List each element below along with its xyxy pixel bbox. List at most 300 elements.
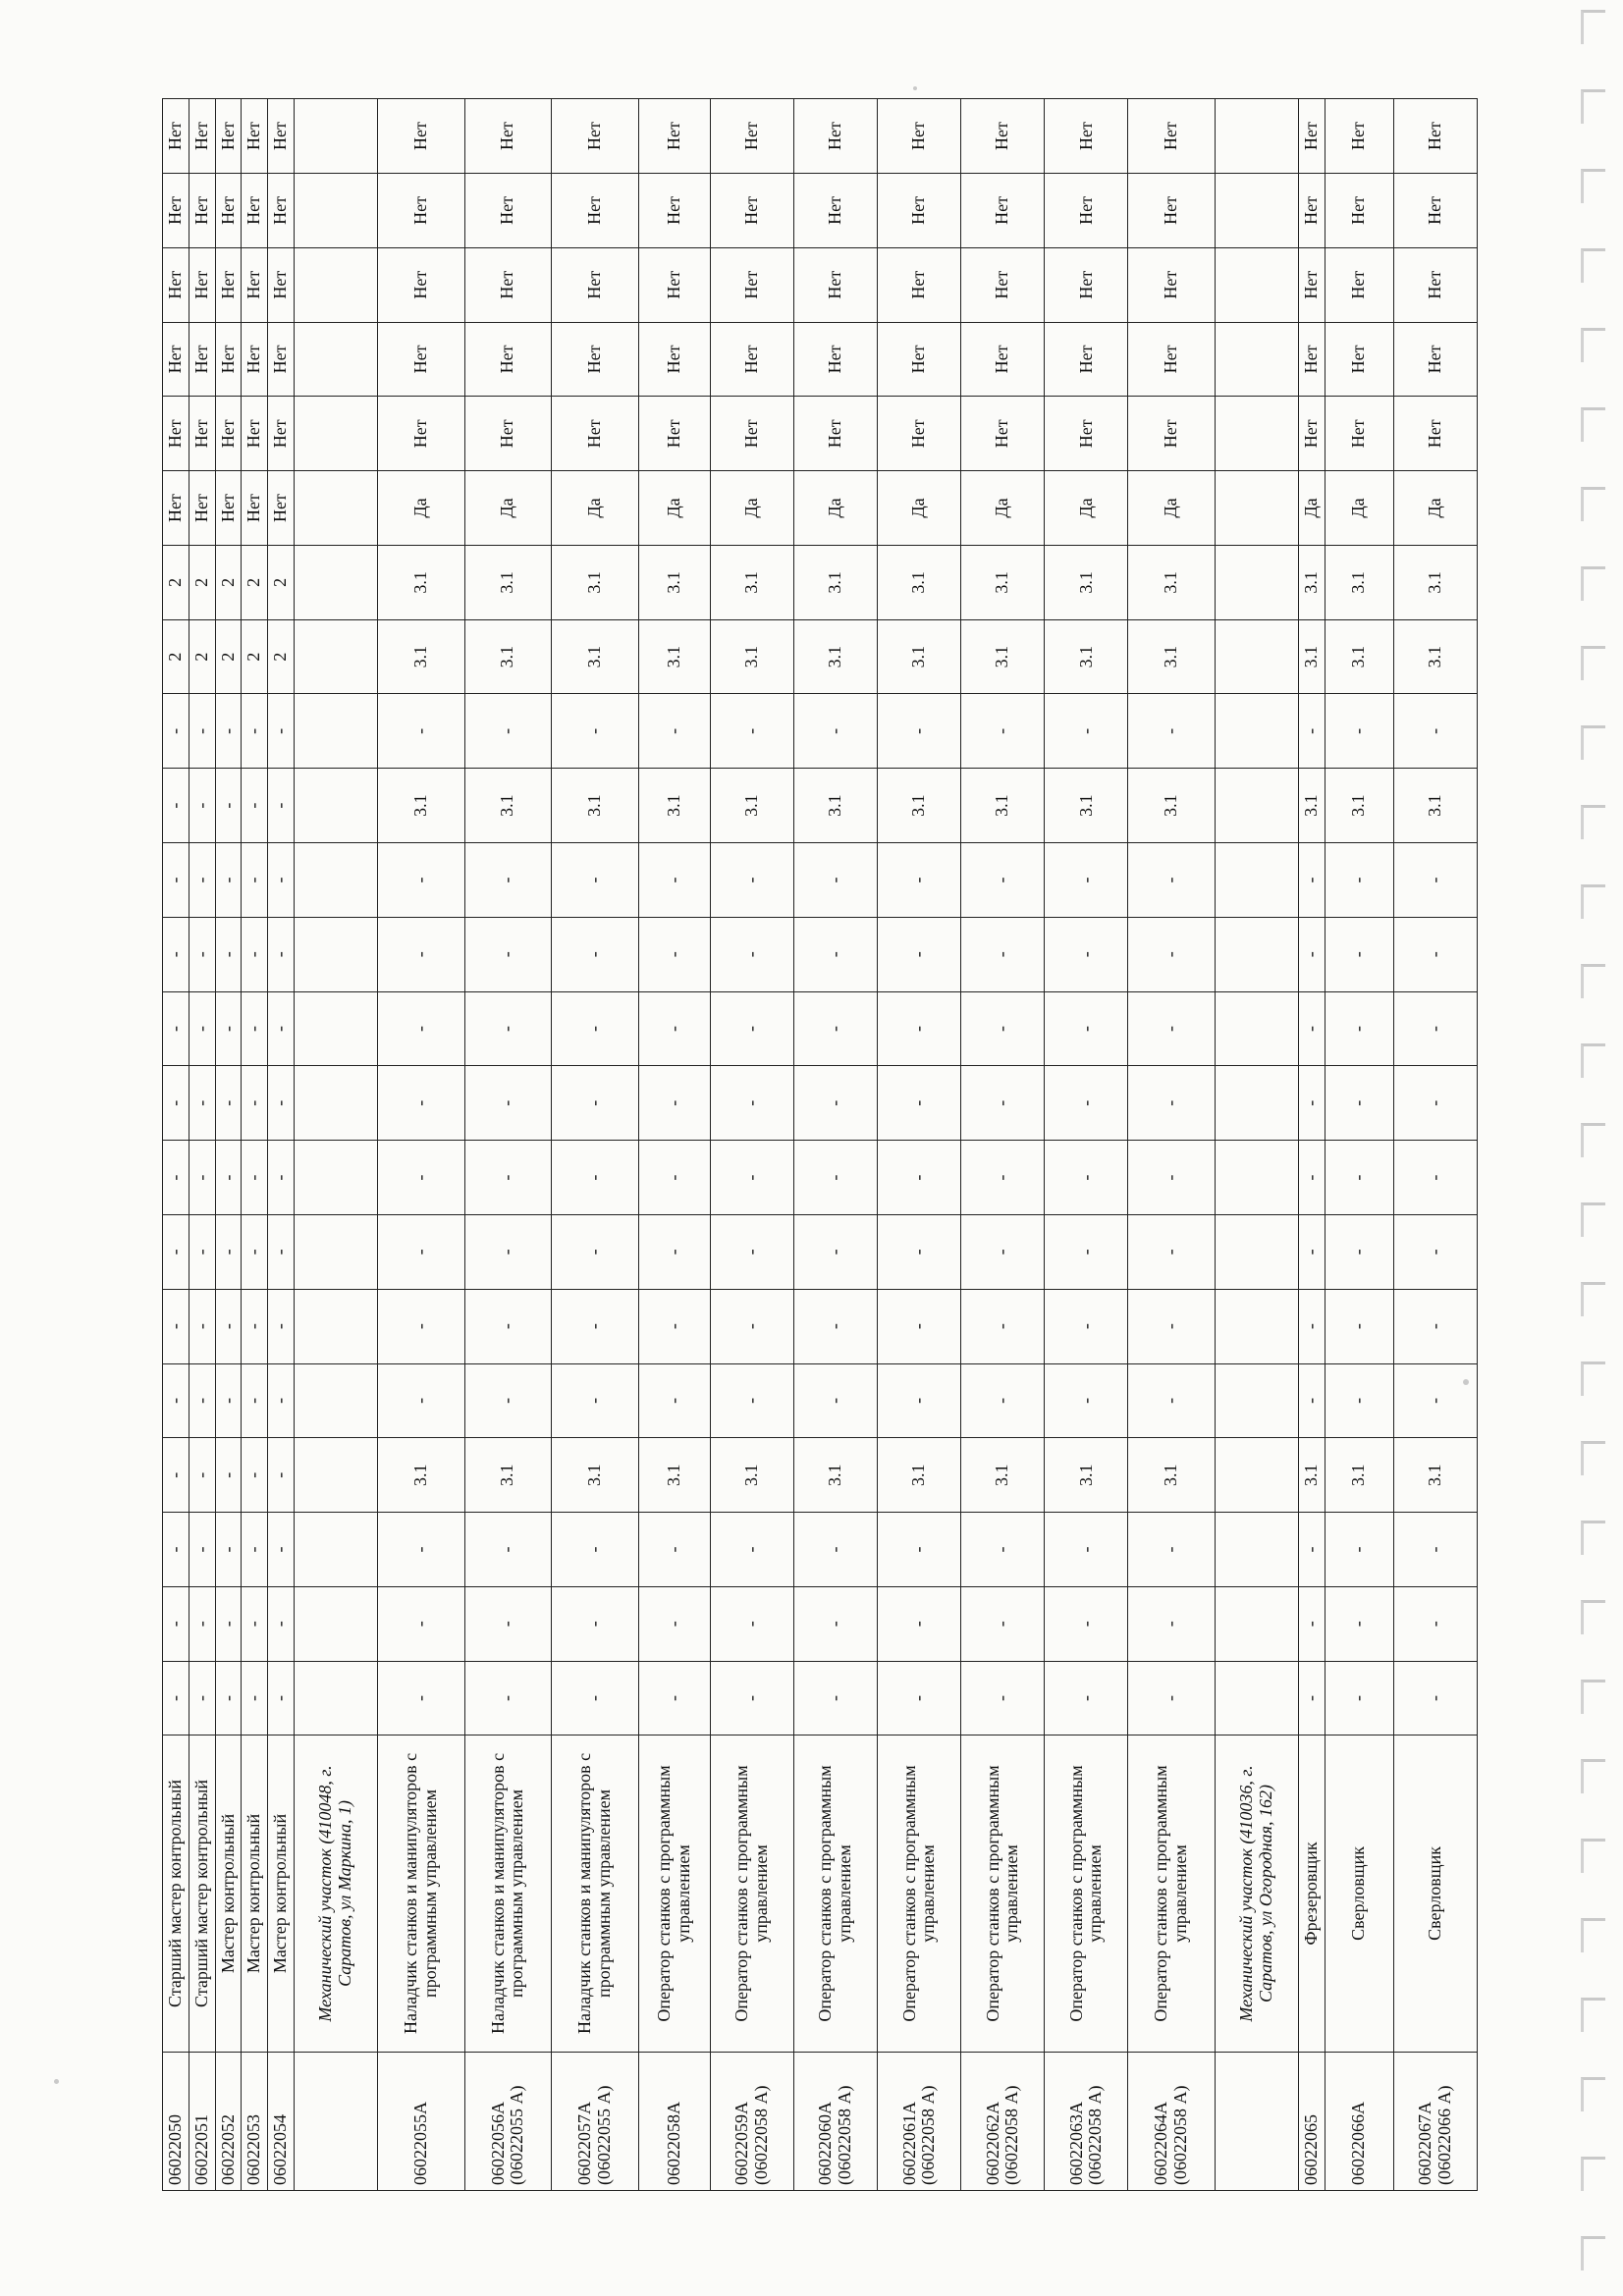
- cell-value: -: [1045, 1586, 1128, 1661]
- cell-value: Нет: [189, 99, 215, 174]
- cell-value: -: [189, 917, 215, 991]
- cell-value: -: [1325, 991, 1393, 1066]
- cell-value: -: [1325, 917, 1393, 991]
- cell-value: Нет: [242, 471, 268, 546]
- cell-position-name: Старший мастер контрольный: [163, 1735, 189, 2052]
- cell-value: 2: [242, 545, 268, 619]
- cell-value: -: [961, 1513, 1045, 1587]
- cell-value: -: [638, 1513, 710, 1587]
- cell-value: 3.1: [878, 619, 961, 694]
- cell-value: [294, 1513, 377, 1587]
- cell-value: -: [878, 1289, 961, 1363]
- cell-position-name: Оператор станков с программным управлением: [878, 1735, 961, 2052]
- cell-value: -: [638, 1141, 710, 1215]
- binder-ring: [1581, 646, 1605, 680]
- cell-code: 06022054: [268, 2052, 295, 2190]
- cell-value: Да: [794, 471, 878, 546]
- cell-value: -: [1045, 1661, 1128, 1735]
- cell-value: Нет: [242, 397, 268, 471]
- cell-position-name: Наладчик станков и манипуляторов с программным управлением: [378, 1735, 465, 2052]
- cell-value: 3.1: [1128, 619, 1216, 694]
- cell-value: -: [1393, 1513, 1477, 1587]
- binder-edge: [1554, 0, 1623, 2296]
- cell-value: -: [638, 1363, 710, 1438]
- cell-value: Нет: [794, 322, 878, 397]
- cell-value: 3.1: [1299, 545, 1325, 619]
- cell-value: Нет: [268, 247, 295, 322]
- cell-value: -: [189, 1066, 215, 1141]
- binder-ring: [1581, 407, 1605, 442]
- cell-value: -: [552, 1363, 639, 1438]
- cell-value: [1216, 1586, 1299, 1661]
- cell-position-name: Наладчик станков и манипуляторов с программным управлением: [464, 1735, 552, 2052]
- cell-value: 3.1: [711, 1438, 794, 1513]
- cell-value: 2: [163, 619, 189, 694]
- cell-value: -: [638, 1586, 710, 1661]
- cell-value: 3.1: [552, 545, 639, 619]
- cell-value: Нет: [242, 247, 268, 322]
- cell-value: -: [794, 1586, 878, 1661]
- cell-position-name: Оператор станков с программным управлением: [1045, 1735, 1128, 2052]
- cell-value: -: [1128, 991, 1216, 1066]
- cell-value: Нет: [189, 471, 215, 546]
- cell-value: 3.1: [794, 1438, 878, 1513]
- cell-value: -: [711, 1661, 794, 1735]
- cell-value: -: [215, 1661, 242, 1735]
- cell-value: -: [1299, 694, 1325, 769]
- cell-value: [294, 247, 377, 322]
- cell-value: Да: [464, 471, 552, 546]
- cell-value: -: [794, 991, 878, 1066]
- cell-value: [294, 694, 377, 769]
- cell-value: -: [378, 1214, 465, 1289]
- rotated-table-frame: [162, 98, 1478, 2191]
- cell-position-name: Наладчик станков и манипуляторов с программным управлением: [552, 1735, 639, 2052]
- cell-value: 3.1: [638, 769, 710, 843]
- cell-value: Нет: [215, 99, 242, 174]
- cell-code: 06022057А (06022055 А): [552, 2052, 639, 2190]
- cell-value: -: [1128, 917, 1216, 991]
- cell-value: -: [794, 1214, 878, 1289]
- cell-value: Нет: [215, 397, 242, 471]
- table-row: [1128, 99, 1216, 2191]
- cell-value: Нет: [794, 99, 878, 174]
- cell-value: -: [378, 1066, 465, 1141]
- cell-section-title: Механический участок (410048, г. Саратов, ул Маркина, 1): [294, 1735, 377, 2052]
- cell-value: Нет: [163, 397, 189, 471]
- cell-value: -: [552, 1289, 639, 1363]
- cell-value: Нет: [711, 99, 794, 174]
- cell-value: -: [189, 991, 215, 1066]
- cell-value: -: [215, 1586, 242, 1661]
- cell-value: 3.1: [378, 1438, 465, 1513]
- cell-value: -: [961, 694, 1045, 769]
- cell-position-name: Фрезеровщик: [1299, 1735, 1325, 2052]
- cell-value: -: [1045, 991, 1128, 1066]
- cell-value: Нет: [163, 322, 189, 397]
- cell-value: 3.1: [711, 545, 794, 619]
- cell-value: -: [794, 694, 878, 769]
- cell-value: -: [1128, 1586, 1216, 1661]
- cell-value: Нет: [552, 322, 639, 397]
- cell-value: -: [215, 1438, 242, 1513]
- cell-value: -: [1393, 1141, 1477, 1215]
- cell-value: -: [1045, 917, 1128, 991]
- cell-value: -: [1128, 1141, 1216, 1215]
- cell-value: Нет: [961, 397, 1045, 471]
- cell-value: -: [163, 1214, 189, 1289]
- cell-value: Нет: [189, 397, 215, 471]
- cell-value: -: [638, 1214, 710, 1289]
- cell-value: 3.1: [1325, 1438, 1393, 1513]
- cell-value: -: [961, 917, 1045, 991]
- cell-value: -: [215, 1363, 242, 1438]
- cell-value: Нет: [1045, 397, 1128, 471]
- scan-speck: [913, 86, 917, 90]
- cell-value: -: [878, 1214, 961, 1289]
- cell-code: 06022050: [163, 2052, 189, 2190]
- cell-value: [294, 917, 377, 991]
- cell-value: Да: [1393, 471, 1477, 546]
- cell-value: -: [638, 1289, 710, 1363]
- cell-value: Нет: [1393, 247, 1477, 322]
- cell-value: [294, 991, 377, 1066]
- cell-value: -: [711, 1586, 794, 1661]
- cell-value: -: [711, 991, 794, 1066]
- cell-value: [1216, 694, 1299, 769]
- cell-value: Нет: [242, 174, 268, 248]
- cell-value: -: [242, 1214, 268, 1289]
- binder-ring: [1581, 1918, 1605, 1952]
- cell-value: -: [378, 917, 465, 991]
- cell-value: -: [1393, 991, 1477, 1066]
- cell-value: Нет: [552, 174, 639, 248]
- cell-value: Нет: [378, 322, 465, 397]
- cell-value: 3.1: [464, 619, 552, 694]
- cell-value: -: [1128, 1214, 1216, 1289]
- cell-value: -: [189, 1289, 215, 1363]
- cell-value: -: [552, 1513, 639, 1587]
- cell-value: -: [961, 1363, 1045, 1438]
- cell-value: -: [189, 1661, 215, 1735]
- cell-value: -: [878, 1586, 961, 1661]
- cell-value: 3.1: [638, 545, 710, 619]
- cell-value: [294, 1214, 377, 1289]
- cell-value: -: [163, 917, 189, 991]
- cell-value: [1216, 174, 1299, 248]
- cell-value: Да: [1045, 471, 1128, 546]
- cell-value: [294, 1661, 377, 1735]
- cell-value: Нет: [794, 174, 878, 248]
- cell-value: -: [1045, 1066, 1128, 1141]
- cell-value: -: [961, 1289, 1045, 1363]
- cell-value: Да: [878, 471, 961, 546]
- cell-value: -: [961, 1141, 1045, 1215]
- cell-value: -: [552, 1141, 639, 1215]
- cell-value: -: [878, 1066, 961, 1141]
- cell-position-name: Мастер контрольный: [268, 1735, 295, 2052]
- cell-value: [294, 545, 377, 619]
- cell-value: 3.1: [1393, 545, 1477, 619]
- cell-value: -: [1393, 1586, 1477, 1661]
- cell-value: -: [268, 769, 295, 843]
- cell-value: -: [189, 1513, 215, 1587]
- cell-value: 3.1: [552, 1438, 639, 1513]
- table-row: [464, 99, 552, 2191]
- cell-value: Нет: [961, 174, 1045, 248]
- cell-value: [1216, 917, 1299, 991]
- cell-value: 3.1: [1325, 769, 1393, 843]
- cell-value: -: [1325, 1141, 1393, 1215]
- cell-value: Нет: [878, 322, 961, 397]
- binder-ring: [1581, 884, 1605, 919]
- cell-value: -: [163, 769, 189, 843]
- cell-value: -: [794, 917, 878, 991]
- table-row: [215, 99, 242, 2191]
- cell-value: -: [163, 991, 189, 1066]
- cell-value: Нет: [552, 247, 639, 322]
- cell-value: 3.1: [1299, 769, 1325, 843]
- cell-value: -: [711, 1141, 794, 1215]
- cell-value: [294, 471, 377, 546]
- table-row: [1299, 99, 1325, 2191]
- cell-value: -: [464, 1363, 552, 1438]
- cell-value: -: [552, 1214, 639, 1289]
- cell-value: -: [961, 1586, 1045, 1661]
- cell-value: -: [464, 917, 552, 991]
- cell-value: -: [378, 1141, 465, 1215]
- cell-value: -: [1128, 843, 1216, 918]
- cell-value: -: [638, 991, 710, 1066]
- cell-value: -: [794, 1289, 878, 1363]
- binder-ring: [1581, 89, 1605, 124]
- binder-ring: [1581, 1202, 1605, 1237]
- cell-value: -: [189, 1141, 215, 1215]
- cell-value: Нет: [268, 397, 295, 471]
- cell-value: -: [464, 1066, 552, 1141]
- cell-value: Да: [961, 471, 1045, 546]
- cell-code: 06022052: [215, 2052, 242, 2190]
- cell-value: Нет: [794, 397, 878, 471]
- binder-ring: [1581, 1600, 1605, 1634]
- cell-value: -: [1045, 1141, 1128, 1215]
- cell-value: -: [878, 1363, 961, 1438]
- cell-value: -: [242, 694, 268, 769]
- cell-value: -: [268, 1661, 295, 1735]
- cell-value: Нет: [638, 322, 710, 397]
- cell-value: Нет: [711, 322, 794, 397]
- cell-value: [294, 1141, 377, 1215]
- cell-value: -: [215, 1141, 242, 1215]
- cell-value: Нет: [163, 247, 189, 322]
- cell-value: -: [1325, 1586, 1393, 1661]
- cell-value: -: [1325, 1363, 1393, 1438]
- cell-value: 3.1: [1045, 1438, 1128, 1513]
- section-row: [294, 99, 377, 2191]
- cell-value: -: [1128, 1513, 1216, 1587]
- cell-value: -: [961, 1661, 1045, 1735]
- cell-value: [1216, 1363, 1299, 1438]
- special-assessment-table: [162, 98, 1478, 2191]
- cell-value: Нет: [215, 247, 242, 322]
- cell-code: 06022060А (06022058 А): [794, 2052, 878, 2190]
- cell-value: 3.1: [1128, 545, 1216, 619]
- cell-value: [294, 1289, 377, 1363]
- cell-value: -: [464, 1214, 552, 1289]
- cell-value: Да: [1299, 471, 1325, 546]
- table-row: [1325, 99, 1393, 2191]
- binder-ring: [1581, 1362, 1605, 1396]
- cell-value: -: [189, 843, 215, 918]
- cell-value: [1216, 99, 1299, 174]
- cell-value: Нет: [163, 471, 189, 546]
- cell-value: -: [878, 843, 961, 918]
- cell-value: [1216, 471, 1299, 546]
- cell-value: -: [464, 1289, 552, 1363]
- cell-value: -: [1393, 843, 1477, 918]
- cell-value: -: [878, 694, 961, 769]
- cell-value: -: [189, 1214, 215, 1289]
- cell-value: -: [1299, 1141, 1325, 1215]
- cell-value: Нет: [215, 471, 242, 546]
- table-row: [1393, 99, 1477, 2191]
- binder-ring: [1581, 566, 1605, 601]
- cell-value: Нет: [878, 247, 961, 322]
- cell-value: Нет: [1325, 247, 1393, 322]
- cell-value: -: [242, 1438, 268, 1513]
- cell-value: -: [1325, 843, 1393, 918]
- cell-value: Нет: [711, 174, 794, 248]
- cell-value: -: [794, 843, 878, 918]
- cell-value: 3.1: [638, 619, 710, 694]
- table-row: [189, 99, 215, 2191]
- cell-value: -: [638, 843, 710, 918]
- cell-value: -: [242, 917, 268, 991]
- cell-value: 3.1: [711, 769, 794, 843]
- cell-value: -: [1325, 1661, 1393, 1735]
- cell-value: -: [215, 1513, 242, 1587]
- cell-value: -: [1045, 1513, 1128, 1587]
- cell-value: -: [464, 991, 552, 1066]
- cell-code: 06022055А: [378, 2052, 465, 2190]
- cell-value: -: [794, 1363, 878, 1438]
- cell-position-name: Оператор станков с программным управлением: [638, 1735, 710, 2052]
- cell-value: -: [268, 1438, 295, 1513]
- cell-value: -: [242, 1363, 268, 1438]
- cell-value: -: [1299, 1513, 1325, 1587]
- cell-value: Да: [1128, 471, 1216, 546]
- cell-value: -: [878, 917, 961, 991]
- cell-value: -: [242, 1141, 268, 1215]
- cell-value: Нет: [552, 397, 639, 471]
- cell-value: -: [961, 843, 1045, 918]
- cell-value: -: [1325, 1214, 1393, 1289]
- table-row: [794, 99, 878, 2191]
- cell-value: -: [1393, 1661, 1477, 1735]
- section-row: [1216, 99, 1299, 2191]
- cell-value: Нет: [464, 174, 552, 248]
- cell-value: -: [163, 1513, 189, 1587]
- cell-code: 06022058А: [638, 2052, 710, 2190]
- cell-value: -: [163, 694, 189, 769]
- cell-code: 06022066А: [1325, 2052, 1393, 2190]
- cell-value: Нет: [268, 99, 295, 174]
- cell-value: Нет: [268, 322, 295, 397]
- cell-value: 3.1: [794, 619, 878, 694]
- cell-value: -: [878, 991, 961, 1066]
- binder-ring: [1581, 1521, 1605, 1555]
- cell-code: 06022064А (06022058 А): [1128, 2052, 1216, 2190]
- cell-value: Нет: [1299, 99, 1325, 174]
- cell-value: -: [711, 1289, 794, 1363]
- cell-code: 06022067А (06022066 А): [1393, 2052, 1477, 2190]
- cell-value: Нет: [1299, 322, 1325, 397]
- cell-value: Нет: [1045, 174, 1128, 248]
- cell-value: -: [1299, 1289, 1325, 1363]
- table-row: [711, 99, 794, 2191]
- cell-value: -: [552, 843, 639, 918]
- binder-ring: [1581, 487, 1605, 521]
- cell-value: -: [1045, 1363, 1128, 1438]
- cell-value: -: [163, 1141, 189, 1215]
- cell-value: 3.1: [1393, 619, 1477, 694]
- cell-value: -: [464, 1141, 552, 1215]
- cell-value: -: [242, 843, 268, 918]
- cell-position-name: Старший мастер контрольный: [189, 1735, 215, 2052]
- cell-value: [1216, 1289, 1299, 1363]
- cell-value: [1216, 545, 1299, 619]
- cell-value: [294, 174, 377, 248]
- cell-value: -: [1393, 1363, 1477, 1438]
- cell-value: -: [1299, 1661, 1325, 1735]
- cell-position-name: Оператор станков с программным управлением: [711, 1735, 794, 2052]
- cell-value: 3.1: [878, 769, 961, 843]
- cell-value: Да: [1325, 471, 1393, 546]
- binder-ring: [1581, 2077, 1605, 2111]
- table-row: [163, 99, 189, 2191]
- cell-value: Нет: [1325, 322, 1393, 397]
- cell-value: Нет: [163, 174, 189, 248]
- cell-code: 06022061А (06022058 А): [878, 2052, 961, 2190]
- binder-ring: [1581, 2157, 1605, 2191]
- cell-value: -: [215, 1214, 242, 1289]
- cell-value: -: [552, 1066, 639, 1141]
- cell-value: [294, 1586, 377, 1661]
- cell-value: 3.1: [1393, 1438, 1477, 1513]
- cell-value: -: [378, 1513, 465, 1587]
- cell-value: -: [1299, 1363, 1325, 1438]
- cell-value: -: [378, 1289, 465, 1363]
- binder-ring: [1581, 1282, 1605, 1316]
- cell-value: -: [464, 1661, 552, 1735]
- cell-value: Нет: [242, 99, 268, 174]
- cell-section-title: Механический участок (410036, г. Саратов, ул Огородная, 162): [1216, 1735, 1299, 2052]
- cell-value: Нет: [1393, 397, 1477, 471]
- cell-value: Нет: [1393, 322, 1477, 397]
- cell-value: [294, 99, 377, 174]
- binder-ring: [1581, 1043, 1605, 1078]
- cell-value: -: [1299, 1214, 1325, 1289]
- cell-value: 2: [163, 545, 189, 619]
- rotated-table-canvas: [162, 98, 1478, 2191]
- cell-value: -: [552, 991, 639, 1066]
- cell-value: -: [711, 917, 794, 991]
- cell-value: 3.1: [1325, 545, 1393, 619]
- cell-value: 3.1: [878, 545, 961, 619]
- cell-value: -: [638, 1066, 710, 1141]
- cell-value: Нет: [189, 174, 215, 248]
- cell-value: 3.1: [1299, 1438, 1325, 1513]
